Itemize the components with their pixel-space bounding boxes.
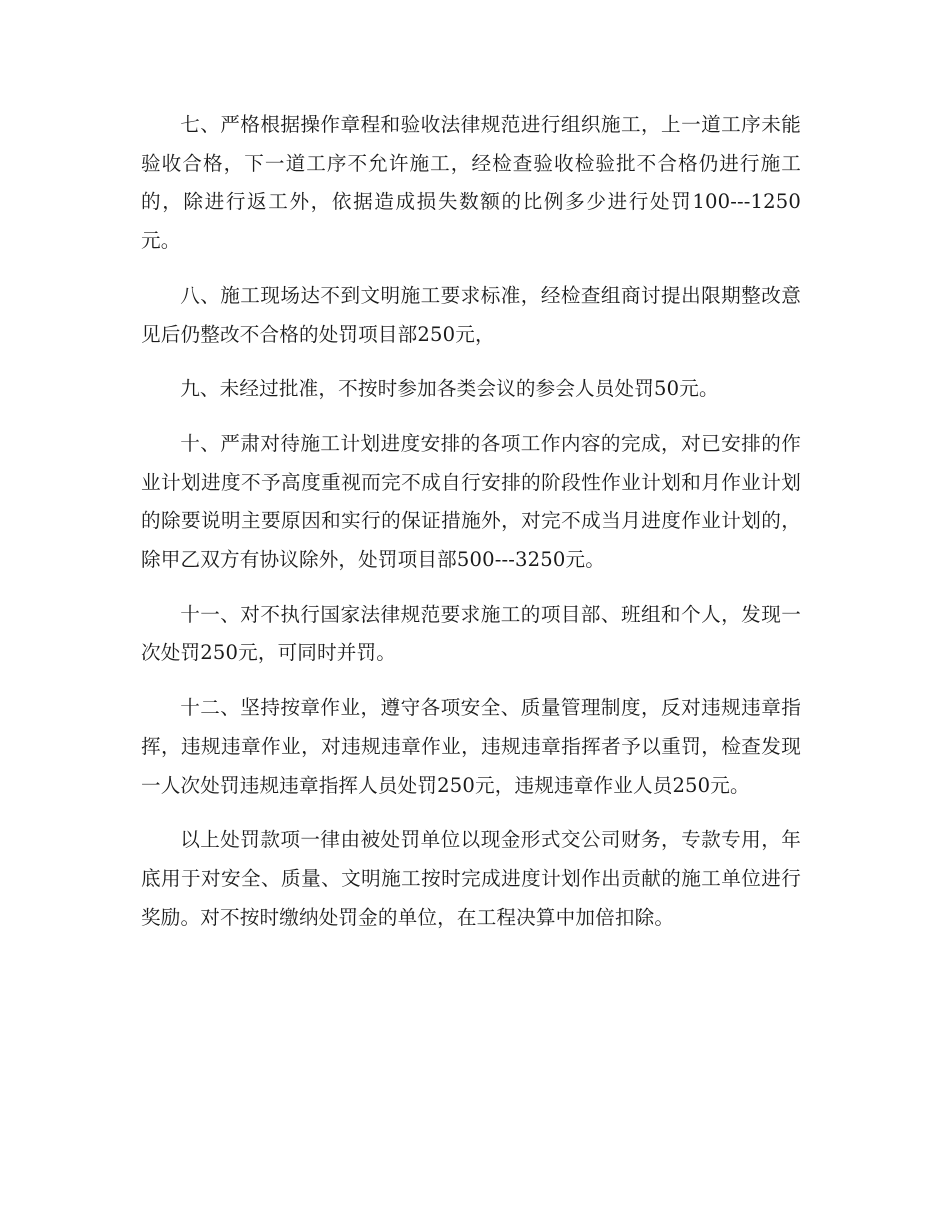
document-body	[141, 106, 801, 953]
paragraph-10: 十、严肃对待施工计划进度安排的各项工作内容的完成，对已安排的作业计划进度不予高度重视而完不成自行安排的阶段性作业计划和月作业计划的除要说明主要原因和实行的保证措施外，对完不成当月进度作业计划的，除甲乙双方有协议除外，处罚项目部500---3250元。	[141, 431, 801, 572]
paragraph-8: 八、施工现场达不到文明施工要求标准，经检查组商讨提出限期整改意见后仍整改不合格的处罚项目部250元，	[141, 283, 801, 346]
paragraph-9: 九、未经过批准，不按时参加各类会议的参会人员处罚50元。	[180, 377, 719, 401]
paragraph-summary: 以上处罚款项一律由被处罚单位以现金形式交公司财务，专款专用，年底用于对安全、质量、文明施工按时完成进度计划作出贡献的施工单位进行奖励。对不按时缴纳处罚金的单位，在工程决算中加倍扣除。	[141, 828, 801, 929]
paragraph-7: 七、严格根据操作章程和验收法律规范进行组织施工，上一道工序未能验收合格，下一道工序不允许施工，经检查验收检验批不合格仍进行施工的，除进行返工外，依据造成损失数额的比例多少进行处罚100---1250元。	[141, 113, 801, 253]
paragraph-12: 十二、坚持按章作业，遵守各项安全、质量管理制度，反对违规违章指挥，违规违章作业，对违规违章作业，违规违章指挥者予以重罚，检查发现一人次处罚违规违章指挥人员处罚250元，违规违章作业人员250元。	[141, 696, 801, 797]
paragraph-11: 十一、对不执行国家法律规范要求施工的项目部、班组和个人，发现一次处罚250元，可同时并罚。	[141, 602, 801, 665]
